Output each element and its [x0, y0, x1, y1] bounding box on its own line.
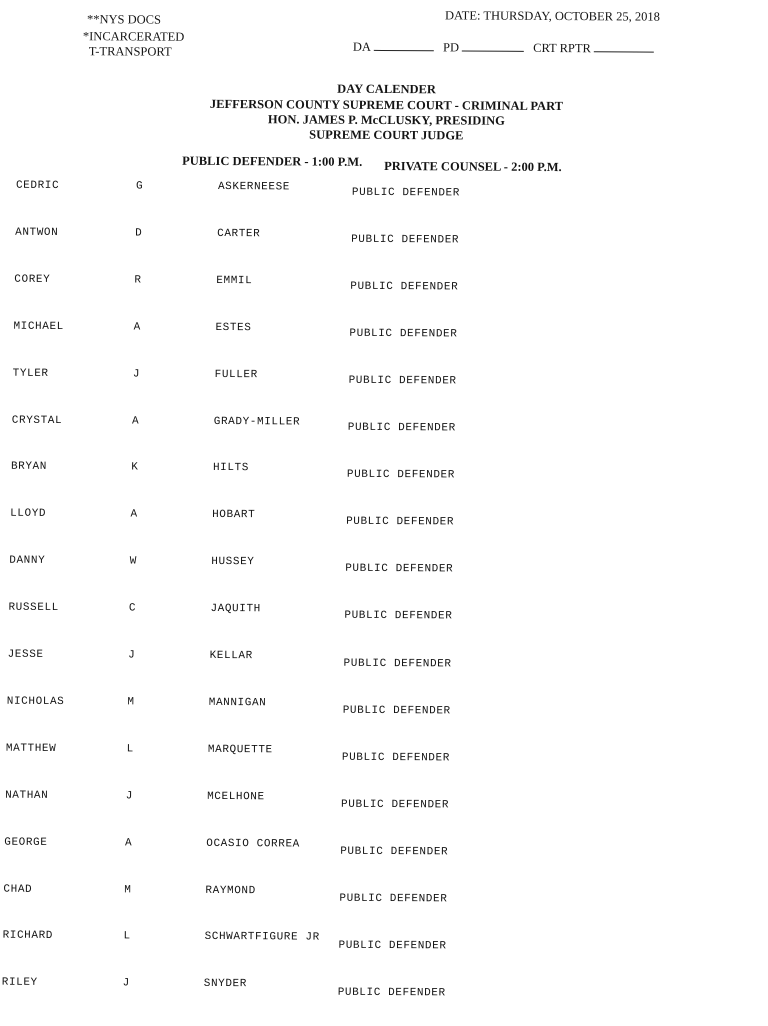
defendant-counsel: PUBLIC DEFENDER	[350, 280, 459, 294]
defendant-counsel: PUBLIC DEFENDER	[351, 186, 461, 200]
defendant-first-name: RUSSELL	[8, 601, 59, 615]
defendant-middle-initial: J	[125, 790, 134, 803]
defendant-middle-initial: M	[124, 883, 132, 896]
defendant-row	[1, 367, 768, 392]
defendant-counsel: PUBLIC DEFENDER	[345, 563, 454, 576]
defendant-middle-initial: A	[124, 837, 133, 850]
defendant-counsel: PUBLIC DEFENDER	[346, 516, 455, 529]
calendar-date: DATE: THURSDAY, OCTOBER 25, 2018	[444, 8, 660, 24]
defendant-first-name: GEORGE	[4, 836, 48, 849]
defendant-middle-initial: J	[132, 368, 141, 381]
defendant-first-name: DANNY	[9, 554, 46, 568]
crt-rptr-blank	[594, 39, 654, 52]
presiding-judge: HON. JAMES P. McCLUSKY, PRESIDING	[267, 112, 505, 128]
defendant-row	[0, 602, 767, 627]
defendant-first-name: MATTHEW	[5, 742, 57, 755]
defendant-first-name: CEDRIC	[15, 179, 60, 193]
private-counsel-session: PRIVATE COUNSEL - 2:00 P.M.	[384, 158, 562, 175]
defendant-counsel: PUBLIC DEFENDER	[342, 704, 451, 717]
defendant-middle-initial: J	[128, 649, 136, 662]
defendant-last-name: ESTES	[215, 321, 252, 334]
defendant-first-name: MICHAEL	[13, 320, 64, 333]
defendant-last-name: GRADY-MILLER	[213, 415, 301, 428]
defendant-middle-initial: A	[133, 321, 141, 334]
defendant-counsel: PUBLIC DEFENDER	[349, 327, 458, 341]
defendant-last-name: MARQUETTE	[207, 743, 273, 757]
defendant-counsel: PUBLIC DEFENDER	[340, 845, 449, 859]
defendant-middle-initial: J	[122, 977, 130, 990]
defendant-row	[1, 273, 768, 298]
defendant-counsel: PUBLIC DEFENDER	[344, 610, 453, 623]
pd-blank	[462, 38, 524, 51]
defendant-first-name: ANTWON	[15, 226, 59, 239]
defendant-middle-initial: A	[132, 414, 140, 428]
defendant-row	[0, 649, 767, 674]
defendant-first-name: COREY	[14, 273, 51, 286]
defendant-middle-initial: M	[127, 696, 135, 709]
defendant-last-name: RAYMOND	[205, 884, 256, 897]
defendant-first-name: JESSE	[7, 648, 44, 661]
legend-nys-docs: **NYS DOCS	[86, 12, 162, 27]
defendant-first-name: NATHAN	[5, 789, 49, 802]
crt-rptr-label: CRT RPTR	[533, 40, 591, 56]
defendant-last-name: JAQUITH	[210, 603, 261, 616]
signoff-line	[353, 38, 654, 57]
defendant-counsel: PUBLIC DEFENDER	[348, 374, 457, 388]
defendant-first-name: TYLER	[12, 367, 49, 380]
defendant-last-name: ASKERNEESE	[217, 180, 291, 194]
defendant-row	[0, 977, 765, 1002]
defendant-row	[0, 461, 768, 486]
defendant-first-name: RILEY	[1, 976, 38, 990]
defendant-middle-initial: C	[128, 602, 137, 615]
defendant-first-name: RICHARD	[2, 930, 54, 943]
defendant-middle-initial: K	[131, 461, 139, 474]
defendant-last-name: HUSSEY	[211, 556, 255, 569]
defendant-middle-initial: G	[135, 180, 144, 193]
defendant-row	[2, 180, 768, 205]
pd-label: PD	[442, 40, 460, 55]
defendant-middle-initial: L	[126, 743, 134, 756]
defendant-first-name: NICHOLAS	[6, 695, 65, 708]
defendant-last-name: CARTER	[217, 227, 261, 241]
defendant-counsel: PUBLIC DEFENDER	[351, 233, 460, 247]
defendant-middle-initial: L	[123, 930, 131, 943]
defendant-first-name: CHAD	[3, 883, 33, 896]
defendant-counsel: PUBLIC DEFENDER	[341, 751, 450, 765]
defendant-counsel: PUBLIC DEFENDER	[347, 422, 456, 435]
defendant-middle-initial: W	[129, 555, 137, 568]
legend-transport: T-TRANSPORT	[88, 44, 172, 59]
defendant-last-name: EMMIL	[216, 274, 253, 287]
defendant-counsel: PUBLIC DEFENDER	[338, 939, 447, 953]
defendant-last-name: SNYDER	[203, 978, 248, 991]
defendant-row	[0, 930, 765, 955]
defendant-first-name: LLOYD	[10, 508, 47, 521]
defendant-middle-initial: A	[130, 508, 138, 521]
defendant-row	[0, 555, 768, 580]
da-blank	[374, 38, 434, 51]
defendant-counsel: PUBLIC DEFENDER	[346, 469, 455, 482]
defendant-last-name: OCASIO CORREA	[206, 837, 300, 851]
defendant-last-name: HILTS	[212, 462, 250, 475]
defendant-last-name: KELLAR	[209, 649, 253, 663]
defendant-last-name: SCHWARTFIGURE JR	[204, 931, 320, 945]
defendant-row	[0, 508, 768, 533]
defendant-row	[0, 742, 767, 767]
defendant-row	[2, 227, 768, 252]
defendant-counsel: PUBLIC DEFENDER	[341, 798, 450, 812]
calendar-title: DAY CALENDER	[337, 81, 437, 97]
defendant-row	[0, 414, 768, 439]
defendant-last-name: MANNIGAN	[208, 696, 267, 710]
defendant-first-name: BRYAN	[10, 461, 48, 474]
defendant-counsel: PUBLIC DEFENDER	[343, 657, 452, 670]
defendant-row	[0, 883, 766, 908]
defendant-counsel: PUBLIC DEFENDER	[337, 986, 446, 1000]
da-label: DA	[352, 39, 371, 54]
defendant-row	[0, 789, 766, 814]
defendant-row	[0, 696, 767, 721]
judge-title: SUPREME COURT JUDGE	[309, 127, 464, 143]
defendant-middle-initial: R	[134, 274, 142, 287]
court-name: JEFFERSON COUNTY SUPREME COURT - CRIMINAL PART	[209, 96, 564, 114]
defendant-first-name: CRYSTAL	[11, 414, 63, 427]
defendant-last-name: HOBART	[212, 509, 256, 522]
defendant-row	[0, 836, 766, 861]
legend-incarcerated: *INCARCERATED	[82, 29, 185, 44]
public-defender-session: PUBLIC DEFENDER - 1:00 P.M.	[182, 153, 363, 169]
defendant-row	[1, 320, 768, 345]
defendant-counsel: PUBLIC DEFENDER	[339, 892, 448, 906]
defendant-last-name: FULLER	[214, 368, 258, 381]
defendant-middle-initial: D	[135, 227, 143, 240]
defendant-last-name: MCELHONE	[207, 790, 265, 803]
